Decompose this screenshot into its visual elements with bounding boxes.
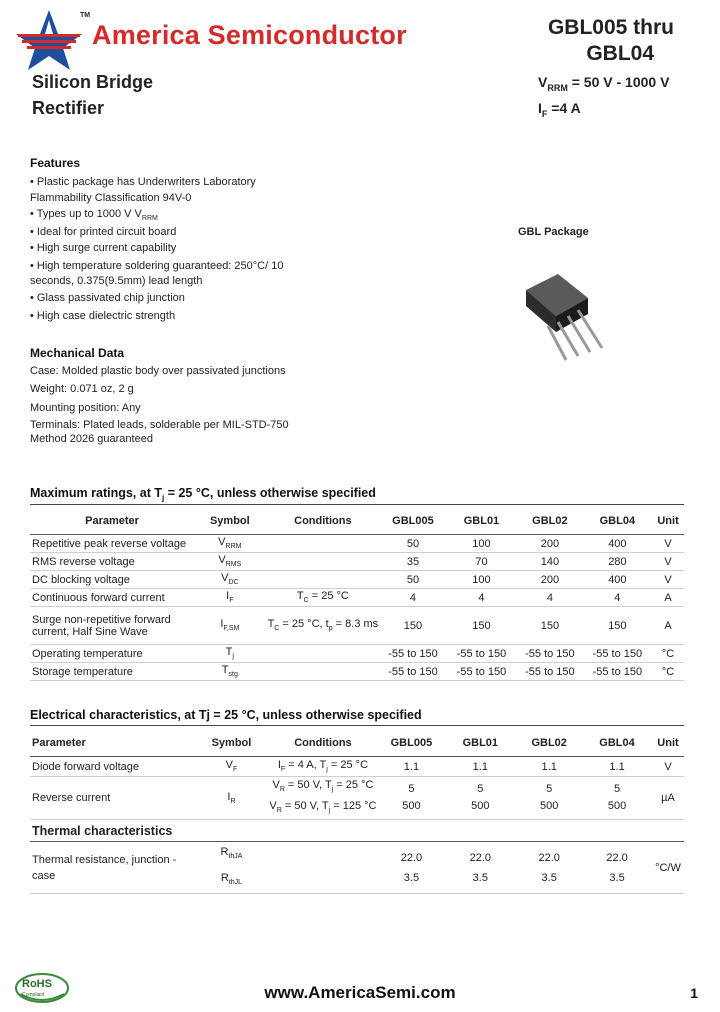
section-divider — [30, 504, 684, 505]
max-ratings-title: Maximum ratings, at $T_j = 25$ °C, unless otherwise specified — [30, 486, 376, 503]
feature-item: • High case dielectric strength — [30, 310, 176, 322]
table-row: RMS reverse voltage $V_{RMS}$ 35 70 140 280 V — [30, 553, 684, 571]
rohs-text: RoHS — [22, 978, 52, 990]
trademark-mark: TM — [80, 12, 91, 19]
page-number: 1 — [690, 985, 698, 1001]
package-label: GBL Package — [518, 226, 589, 238]
table-row: Operating temperature $T_j$ -55 to 150 -55 to 150 -55 to 150 -55 to 150 °C — [30, 645, 684, 663]
website-link[interactable]: www.AmericaSemi.com — [264, 983, 456, 1002]
mechanical-item: Weight: 0.071 oz, 2 g — [30, 383, 134, 395]
table-header-row: Parameter Symbol Conditions GBL005 GBL01 GBL02 GBL04 Unit — [30, 730, 684, 757]
section-divider — [30, 725, 684, 726]
table-row: Repetitive peak reverse voltage $V_{RRM}$ 50 100 200 400 V — [30, 535, 684, 553]
company-logo-icon — [14, 8, 84, 70]
features-title: Features — [30, 156, 81, 170]
mechanical-item: Terminals: Plated leads, solderable per MIL-STD-750 — [30, 419, 289, 431]
feature-item: • High temperature soldering guaranteed: 250°C/ 10 — [30, 260, 284, 272]
table-header-row: Parameter Symbol Conditions GBL005 GBL01 GBL02 GBL04 Unit — [30, 508, 684, 535]
feature-item: Flammability Classification 94V-0 — [30, 192, 192, 204]
feature-item: seconds, 0.375(9.5mm) lead length — [30, 275, 203, 287]
feature-item: • Plastic package has Underwriters Laboratory — [30, 176, 256, 188]
part-number-line2: GBL04 — [586, 42, 654, 65]
mechanical-item: Method 2026 guaranteed — [30, 433, 153, 445]
feature-item: • High surge current capability — [30, 242, 177, 254]
if-spec: $I_F =4$ A — [538, 100, 581, 119]
subtitle-line2: Rectifier — [32, 98, 105, 118]
rohs-small-text: Compliant — [22, 992, 45, 998]
table-row: Continuous forward current $I_F$ $T_C = 25$ °C 4 4 4 4 A — [30, 589, 684, 607]
table-row: Storage temperature $T_{stg}$ -55 to 150 -55 to 150 -55 to 150 -55 to 150 °C — [30, 663, 684, 681]
feature-item: • Types up to 1000 V $V_{RRM}$ — [30, 208, 158, 223]
table-row: Reverse current $I_R$ $V_R = 50$ V, $T_j = 25$ °C $V_R = 50$ V, $T_j = 125$ °C 5 500 5 500 5 500 5 500 µA — [30, 777, 684, 820]
brand-name: America Semiconductor — [92, 20, 407, 50]
electrical-table — [30, 730, 684, 894]
max-ratings-table — [30, 508, 684, 681]
feature-item: • Glass passivated chip junction — [30, 292, 185, 304]
mechanical-item: Case: Molded plastic body over passivated junctions — [30, 365, 286, 377]
thermal-title-row — [30, 820, 684, 842]
gbl-package-image — [506, 260, 626, 370]
vrrm-spec: $V_{RRM} = 50$ V - 1000 V — [538, 74, 670, 93]
table-row: DC blocking voltage $V_{DC}$ 50 100 200 400 V — [30, 571, 684, 589]
thermal-title: Thermal characteristics — [30, 820, 684, 842]
table-row: Surge non-repetitive forward current, Half Sine Wave $I_{F,SM}$ $T_C = 25$ °C, $t_p = 8.3$ ms 150 150 150 150 A — [30, 607, 684, 645]
mechanical-item: Mounting position: Any — [30, 402, 141, 414]
mechanical-title: Mechanical Data — [30, 346, 125, 360]
electrical-title: Electrical characteristics, at Tj = 25 °C, unless otherwise specified — [30, 708, 422, 722]
subtitle-line1: Silicon Bridge — [32, 72, 154, 92]
table-row: Thermal resistance, junction - case $R_{thJA}$ $R_{thJL}$ 22.0 3.5 22.0 3.5 22.0 3.5 22.0 3.5 °C/W — [30, 842, 684, 893]
table-row: Diode forward voltage $V_F$ $I_F = 4$ A, $T_j = 25$ °C 1.1 1.1 1.1 1.1 V — [30, 757, 684, 777]
part-number-line1: GBL005 thru — [547, 16, 674, 39]
feature-item: • Ideal for printed circuit board — [30, 226, 177, 238]
